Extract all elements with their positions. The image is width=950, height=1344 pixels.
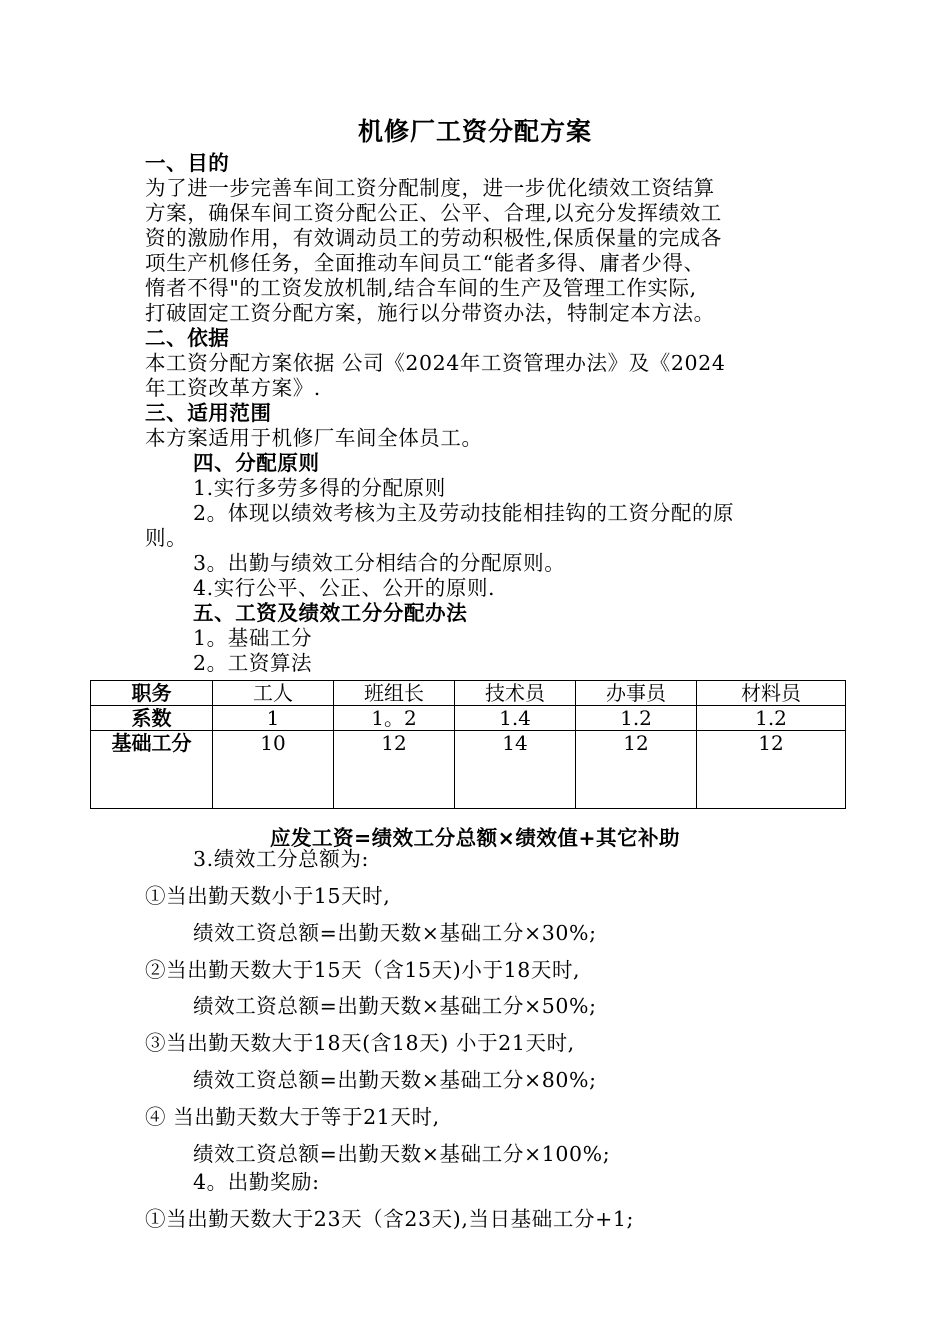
table-row xyxy=(91,706,846,731)
table-cell: 系数 xyxy=(91,706,213,731)
table-cell: 12 xyxy=(697,731,846,809)
table-cell: 14 xyxy=(455,731,576,809)
table-header-cell: 职务 xyxy=(91,681,213,706)
table-cell: 12 xyxy=(334,731,455,809)
table-header-cell: 工人 xyxy=(213,681,334,706)
table-cell: 1.2 xyxy=(697,706,846,731)
section-heading-purpose: 一、目的 xyxy=(145,151,230,175)
formula-line: 绩效工资总额=出勤天数×基础工分×50%; xyxy=(193,994,597,1018)
formula-line: 绩效工资总额=出勤天数×基础工分×30%; xyxy=(193,921,597,945)
table-header-cell: 技术员 xyxy=(455,681,576,706)
table-header-cell: 材料员 xyxy=(697,681,846,706)
paragraph-line: 年工资改革方案》. xyxy=(145,376,321,400)
formula-line: 绩效工资总额=出勤天数×基础工分×80%; xyxy=(193,1068,597,1092)
reward-line: ①当出勤天数大于23天（含23天),当日基础工分+1; xyxy=(145,1207,635,1231)
paragraph-line: 为了进一步完善车间工资分配制度，进一步优化绩效工资结算 xyxy=(145,176,715,200)
principle-item: 3。出勤与绩效工分相结合的分配原则。 xyxy=(193,551,566,575)
principle-item: 4.实行公平、公正、公开的原则. xyxy=(193,576,496,600)
paragraph-line: 本方案适用于机修厂车间全体员工。 xyxy=(145,426,483,450)
formula-line: 绩效工资总额=出勤天数×基础工分×100%; xyxy=(193,1142,611,1166)
principle-item: 1.实行多劳多得的分配原则 xyxy=(193,476,446,500)
principle-item-continued: 则。 xyxy=(145,526,188,550)
table-cell: 12 xyxy=(576,731,697,809)
document-title: 机修厂工资分配方案 xyxy=(357,117,592,146)
condition-line: ②当出勤天数大于15天（含15天)小于18天时, xyxy=(145,958,581,982)
table-cell: 10 xyxy=(213,731,334,809)
table-row xyxy=(91,731,846,809)
table-header-row xyxy=(91,681,846,706)
table-cell: 基础工分 xyxy=(91,731,213,809)
table-cell: 1.2 xyxy=(576,706,697,731)
paragraph-line: 项生产机修任务，全面推动车间员工“能者多得、庸者少得、 xyxy=(145,251,705,275)
wage-table xyxy=(90,680,846,809)
paragraph-line: 资的激励作用，有效调动员工的劳动积极性,保质保量的完成各 xyxy=(145,226,722,250)
paragraph-line: 方案，确保车间工资分配公正、公平、合理,以充分发挥绩效工 xyxy=(145,201,722,225)
section-heading-basis: 二、依据 xyxy=(145,326,230,350)
table-header-cell: 办事员 xyxy=(576,681,697,706)
method-item: 2。工资算法 xyxy=(193,651,313,675)
performance-intro: 3.绩效工分总额为: xyxy=(193,847,369,871)
section-heading-scope: 三、适用范围 xyxy=(145,401,272,425)
principle-item: 2。体现以绩效考核为主及劳动技能相挂钩的工资分配的原 xyxy=(193,501,735,525)
condition-line: ①当出勤天数小于15天时, xyxy=(145,884,391,908)
table-header-cell: 班组长 xyxy=(334,681,455,706)
table-cell: 1.4 xyxy=(455,706,576,731)
table-cell: 1。2 xyxy=(334,706,455,731)
paragraph-line: 打破固定工资分配方案，施行以分带资办法，特制定本方法。 xyxy=(145,301,715,325)
paragraph-line: 惰者不得"的工资发放机制,结合车间的生产及管理工作实际, xyxy=(145,276,697,300)
section-heading-method: 五、工资及绩效工分分配办法 xyxy=(193,601,468,625)
condition-line: ③当出勤天数大于18天(含18天) 小于21天时, xyxy=(145,1031,575,1055)
section-heading-principles: 四、分配原则 xyxy=(193,451,320,475)
wage-formula: 应发工资=绩效工分总额×绩效值+其它补助 xyxy=(269,826,681,850)
table-cell: 1 xyxy=(213,706,334,731)
method-item: 1。基础工分 xyxy=(193,626,313,650)
paragraph-line: 本工资分配方案依据 公司《2024年工资管理办法》及《2024 xyxy=(145,351,726,375)
condition-line: ④ 当出勤天数大于等于21天时, xyxy=(145,1105,440,1129)
reward-intro: 4。出勤奖励: xyxy=(193,1170,320,1194)
